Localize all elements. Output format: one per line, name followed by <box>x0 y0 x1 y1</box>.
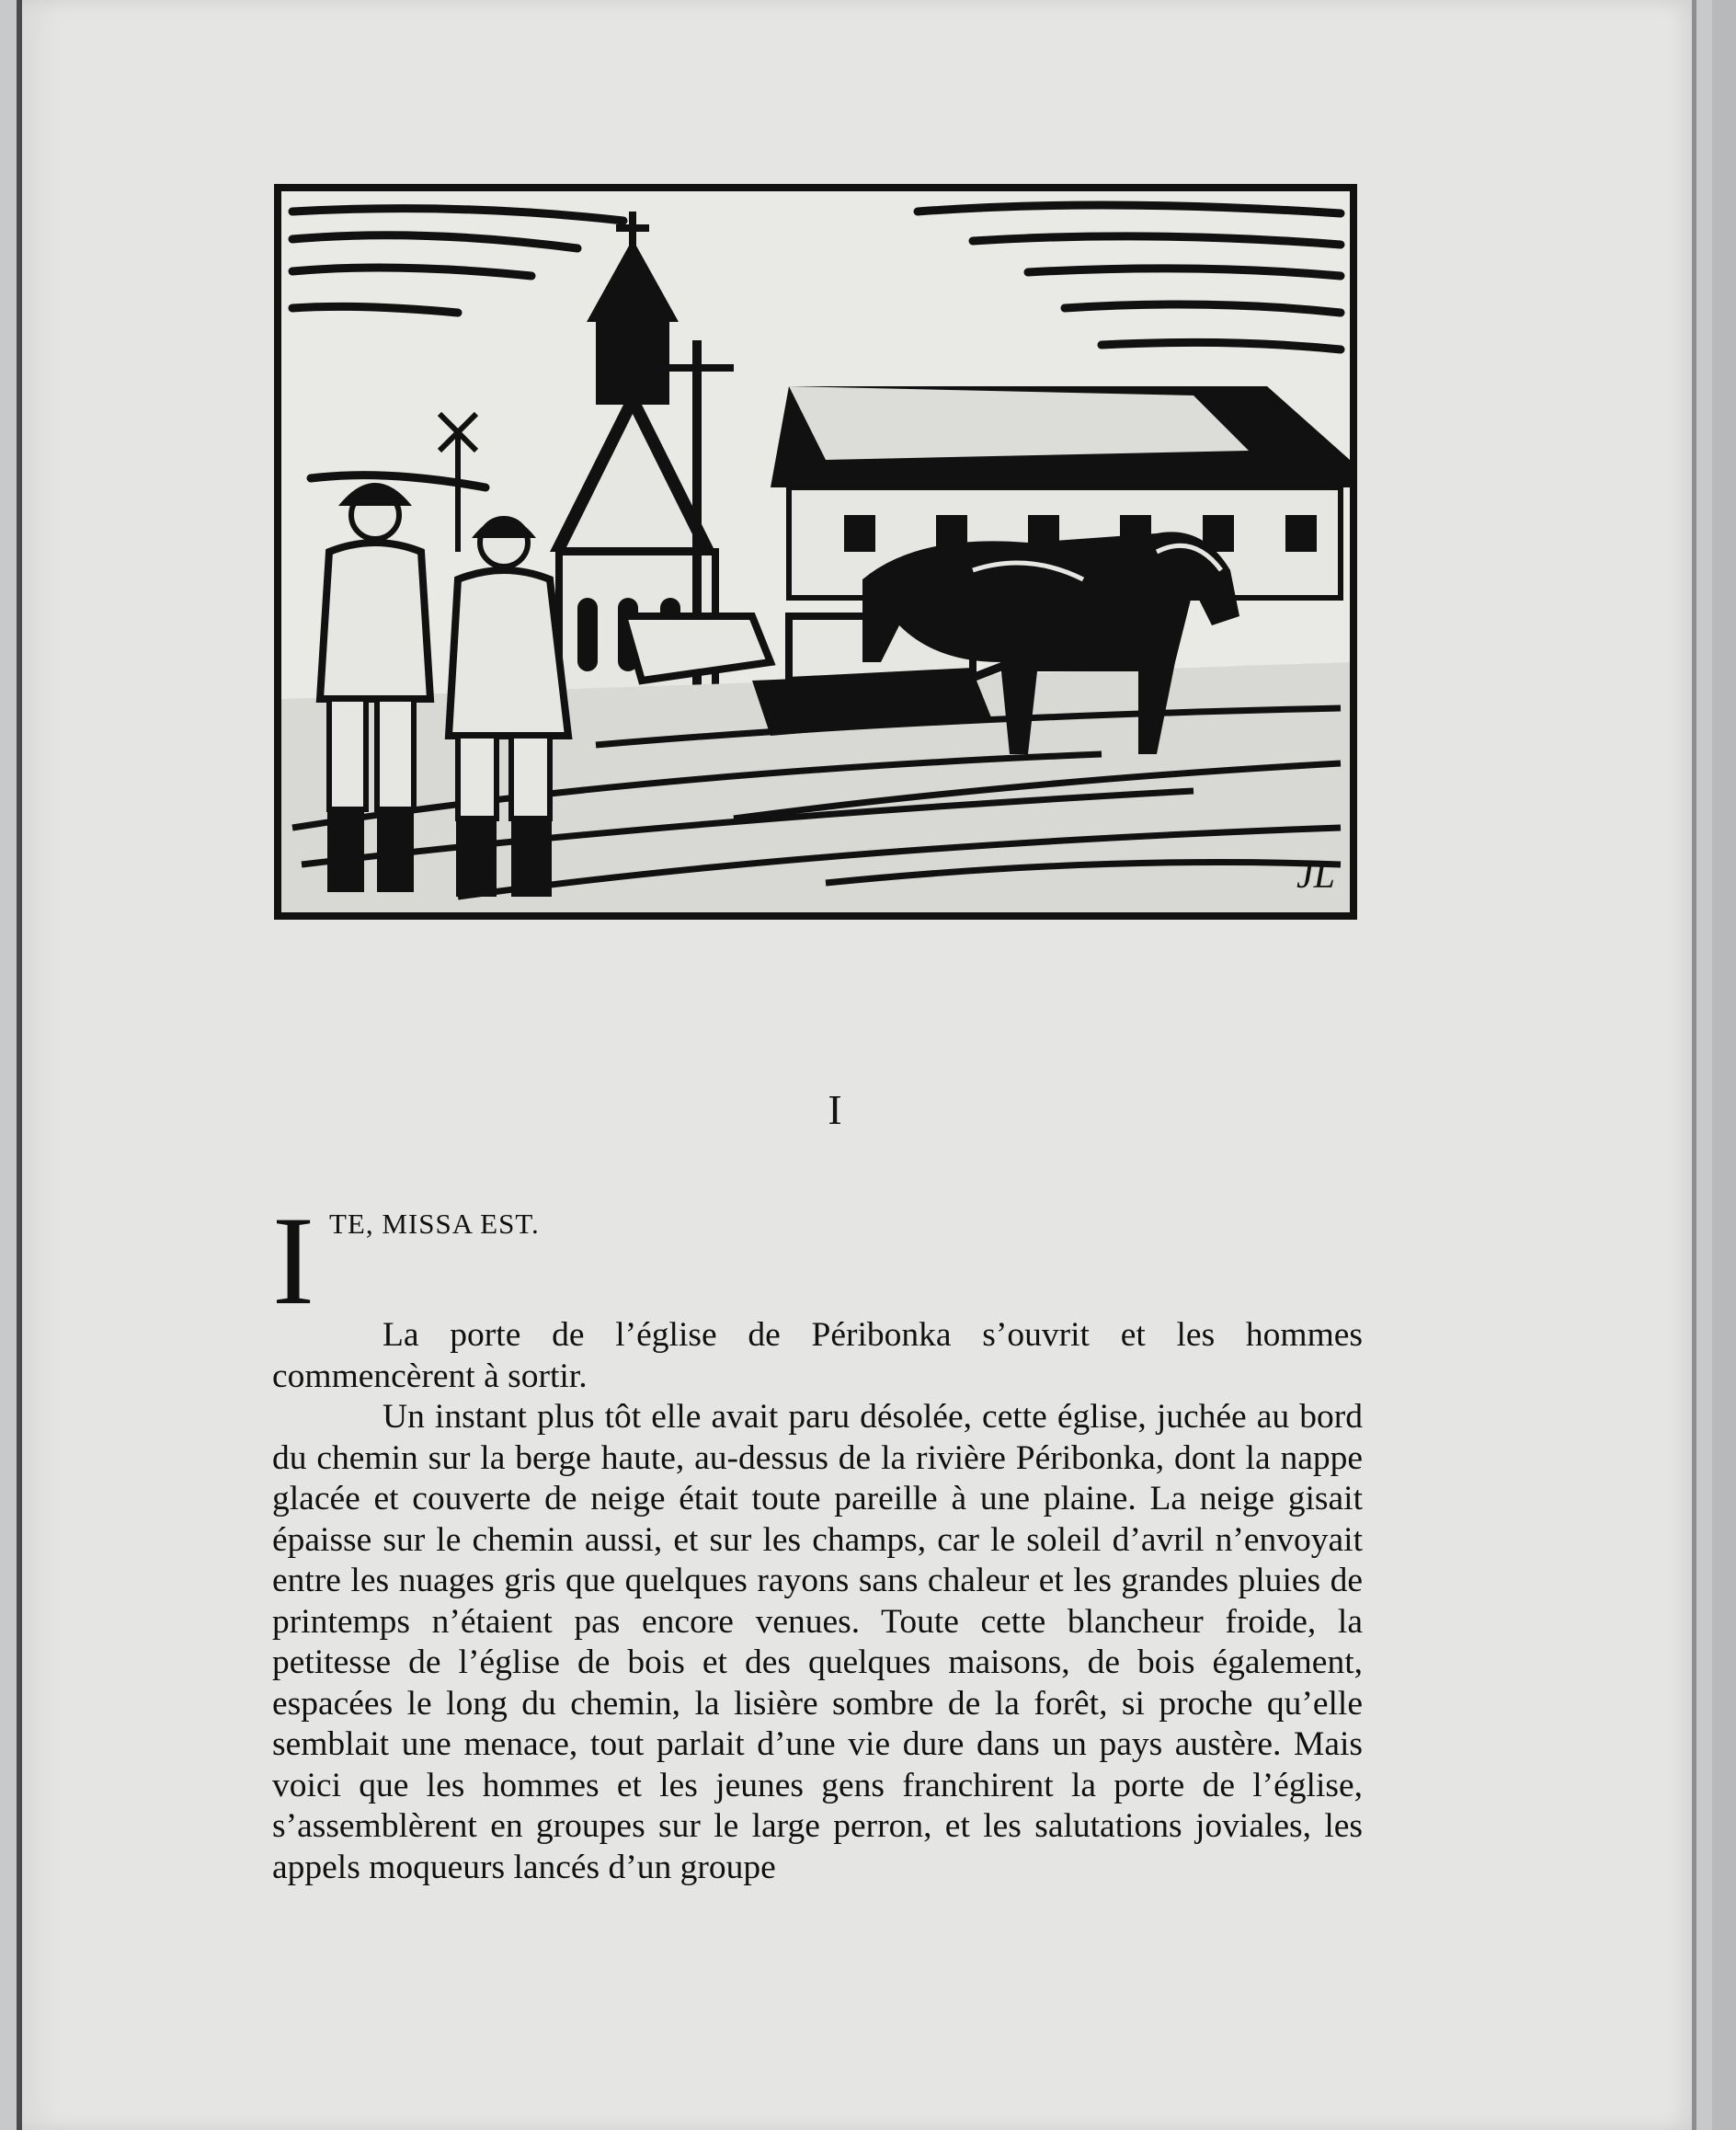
drop-cap: I <box>272 1190 314 1331</box>
paragraph-2: Un instant plus tôt elle avait paru désolée, cette église, juchée au bord du chemin sur la berge haute, au-dessus de la rivière Péribonka, dont la nappe glacée et couverte de neige était toute pareille à une plaine. La neige gisait épaisse sur le chemin aussi, et sur les champs, car le soleil d’avril n’envoyait entre les nuages gris que quelques rayons sans chaleur et les grandes pluies de printemps n’étaient pas encore venues. Toute cette blancheur froide, la petitesse de l’église de bois et des quelques maisons, de bois également, espacées le long du chemin, la lisière sombre de la forêt, si proche qu’elle semblait une menace, tout parlait d’une vie dure dans un pays austère. Mais voici que les hommes et les jeunes gens franchirent la porte de l’église, s’assemblèrent en groupes sur le large perron, et les salutations joviales, les appels moqueurs lancés d’un groupe <box>272 1398 1363 1886</box>
chapter-body <box>272 1190 1363 1888</box>
paragraph-1: La porte de l’église de Péribonka s’ouvrit et les hommes commencèrent à sortir. <box>272 1316 1363 1395</box>
page-right-edge <box>1692 0 1696 2130</box>
scan-background-strip <box>1712 0 1736 2130</box>
woodcut-church-sleigh-icon <box>274 184 1357 920</box>
opening-small-caps: TE, MISSA EST. <box>328 1208 540 1240</box>
woodcut-illustration <box>274 184 1357 920</box>
illustration-signature: JL <box>1296 854 1335 897</box>
chapter-number: I <box>828 1086 842 1133</box>
